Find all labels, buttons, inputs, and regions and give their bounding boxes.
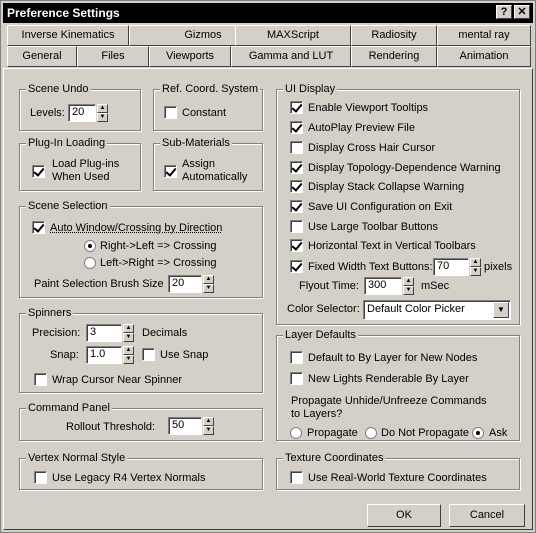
- topology-warning-checkbox[interactable]: [290, 161, 303, 174]
- assign-label-line2: Automatically: [182, 171, 248, 183]
- ask-radio[interactable]: [472, 427, 484, 439]
- rollout-threshold-input[interactable]: 50: [168, 417, 202, 435]
- dropdown-arrow-icon[interactable]: ▼: [493, 302, 509, 318]
- auto-window-crossing-checkbox[interactable]: [32, 221, 45, 234]
- texture-coordinates-group: [276, 452, 520, 490]
- do-not-propagate-radio[interactable]: [365, 427, 377, 439]
- stack-collapse-warning-label: Display Stack Collapse Warning: [308, 181, 465, 193]
- flyout-time-unit-label: mSec: [421, 280, 450, 292]
- ui-display-group: [276, 83, 520, 325]
- plugin-loading-group: [19, 137, 141, 191]
- paint-brush-size-label: Paint Selection Brush Size: [34, 278, 164, 290]
- viewport-tooltips-label: Enable Viewport Tooltips: [308, 102, 429, 114]
- fixed-width-unit-label: pixels: [484, 261, 513, 273]
- save-ui-config-label: Save UI Configuration on Exit: [308, 201, 453, 213]
- rollout-threshold-spinner-arrows[interactable]: [203, 417, 214, 435]
- topology-warning-label: Display Topology-Dependence Warning: [308, 162, 501, 174]
- spinners-group: [19, 307, 263, 393]
- new-lights-renderable-checkbox[interactable]: [290, 372, 303, 385]
- left-right-crossing-radio[interactable]: [84, 257, 96, 269]
- fixed-width-buttons-label: Fixed Width Text Buttons:: [308, 261, 433, 273]
- spinner-down-icon[interactable]: ▼: [470, 267, 481, 276]
- ui-display-title: UI Display: [285, 83, 336, 95]
- help-button[interactable]: ?: [496, 5, 512, 19]
- use-snap-checkbox[interactable]: [142, 348, 155, 361]
- constant-checkbox[interactable]: [164, 106, 177, 119]
- do-not-propagate-label: Do Not Propagate: [381, 427, 470, 439]
- cross-hair-cursor-label: Display Cross Hair Cursor: [308, 142, 436, 154]
- load-plugins-checkbox[interactable]: [32, 165, 45, 178]
- load-plugins-label-line1: Load Plug-ins: [52, 158, 120, 170]
- propagate-radio[interactable]: [290, 427, 302, 439]
- spinner-up-icon[interactable]: ▲: [203, 275, 214, 284]
- propagate-question-line2: to Layers?: [291, 408, 343, 420]
- propagate-label: Propagate: [307, 427, 358, 439]
- spinner-up-icon[interactable]: ▲: [203, 417, 214, 426]
- rollout-threshold-label: Rollout Threshold:: [66, 421, 156, 433]
- close-button[interactable]: ✕: [514, 5, 530, 19]
- layer-defaults-title: Layer Defaults: [285, 329, 356, 341]
- color-selector-value: Default Color Picker: [367, 303, 465, 315]
- levels-spinner-arrows[interactable]: [97, 104, 108, 122]
- assign-automatically-checkbox[interactable]: [164, 165, 177, 178]
- paint-brush-spinner-arrows[interactable]: [203, 275, 214, 293]
- legacy-r4-normals-label: Use Legacy R4 Vertex Normals: [52, 472, 206, 484]
- spinner-up-icon[interactable]: ▲: [470, 258, 481, 267]
- tab-animation[interactable]: Animation: [437, 46, 531, 67]
- default-by-layer-label: Default to By Layer for New Nodes: [308, 352, 478, 364]
- ok-button[interactable]: OK: [367, 504, 441, 527]
- precision-label: Precision:: [32, 327, 81, 339]
- flyout-time-input[interactable]: 300: [364, 277, 402, 295]
- right-left-crossing-radio[interactable]: [84, 240, 96, 252]
- precision-spinner-arrows[interactable]: [123, 324, 134, 342]
- spinner-up-icon[interactable]: ▲: [97, 104, 108, 113]
- tab-gamma-and-lut[interactable]: Gamma and LUT: [231, 46, 351, 67]
- save-ui-config-checkbox[interactable]: [290, 200, 303, 213]
- spinner-up-icon[interactable]: ▲: [123, 346, 134, 355]
- tab-mental-ray[interactable]: mental ray: [437, 25, 531, 46]
- fixed-width-spinner-arrows[interactable]: [470, 258, 481, 276]
- tab-general[interactable]: General: [7, 46, 77, 67]
- sub-materials-title: Sub-Materials: [162, 137, 230, 149]
- precision-input[interactable]: 3: [86, 324, 122, 342]
- color-selector-label: Color Selector:: [287, 303, 360, 315]
- flyout-time-spinner-arrows[interactable]: [403, 277, 414, 295]
- vertex-normal-style-title: Vertex Normal Style: [28, 452, 126, 464]
- spinner-down-icon[interactable]: ▼: [97, 113, 108, 122]
- levels-input[interactable]: 20: [68, 104, 96, 122]
- auto-window-crossing-label: Auto Window/Crossing by Direction: [50, 222, 223, 234]
- tab-inverse-kinematics[interactable]: Inverse Kinematics: [7, 25, 129, 46]
- large-toolbar-buttons-checkbox[interactable]: [290, 220, 303, 233]
- scene-undo-group: [19, 83, 141, 131]
- flyout-time-label: Flyout Time:: [299, 280, 359, 292]
- color-selector-dropdown[interactable]: [363, 300, 511, 320]
- tab-radiosity[interactable]: Radiosity: [351, 25, 437, 46]
- layer-defaults-group: [276, 329, 520, 441]
- plugin-loading-title: Plug-In Loading: [28, 137, 106, 149]
- sub-materials-group: [153, 137, 263, 191]
- paint-brush-size-input[interactable]: 20: [168, 275, 202, 293]
- horizontal-text-checkbox[interactable]: [290, 239, 303, 252]
- spinner-down-icon[interactable]: ▼: [123, 355, 134, 364]
- tab-viewports[interactable]: Viewports: [149, 46, 231, 67]
- wrap-cursor-checkbox[interactable]: [34, 373, 47, 386]
- window-title: Preference Settings: [7, 6, 120, 20]
- vertex-normal-style-group: [19, 452, 263, 490]
- default-by-layer-checkbox[interactable]: [290, 351, 303, 364]
- autoplay-preview-checkbox[interactable]: [290, 121, 303, 134]
- title-bar[interactable]: [3, 3, 533, 23]
- horizontal-text-label: Horizontal Text in Vertical Toolbars: [308, 240, 476, 252]
- new-lights-renderable-label: New Lights Renderable By Layer: [308, 373, 469, 385]
- command-panel-title: Command Panel: [28, 402, 110, 414]
- spinner-down-icon[interactable]: ▼: [123, 333, 134, 342]
- legacy-r4-normals-checkbox[interactable]: [34, 471, 47, 484]
- snap-label: Snap:: [50, 349, 79, 361]
- right-left-crossing-label: Right->Left => Crossing: [100, 240, 217, 252]
- viewport-tooltips-checkbox[interactable]: [290, 101, 303, 114]
- stack-collapse-warning-checkbox[interactable]: [290, 180, 303, 193]
- snap-spinner-arrows[interactable]: [123, 346, 134, 364]
- use-snap-label: Use Snap: [160, 349, 209, 361]
- fixed-width-buttons-checkbox[interactable]: [290, 260, 303, 273]
- tab-files[interactable]: Files: [77, 46, 149, 67]
- scene-undo-title: Scene Undo: [28, 83, 89, 95]
- assign-label-line1: Assign: [182, 158, 216, 170]
- spinner-down-icon[interactable]: ▼: [203, 426, 214, 435]
- scene-selection-title: Scene Selection: [28, 200, 108, 212]
- ref-coord-system-group: [153, 83, 263, 131]
- autoplay-preview-label: AutoPlay Preview File: [308, 122, 415, 134]
- constant-label: Constant: [182, 107, 227, 119]
- propagate-question-line1: Propagate Unhide/Unfreeze Commands: [291, 395, 487, 407]
- scene-selection-group: [19, 200, 263, 298]
- spinner-up-icon[interactable]: ▲: [403, 277, 414, 286]
- cross-hair-cursor-checkbox[interactable]: [290, 141, 303, 154]
- texture-coordinates-title: Texture Coordinates: [285, 452, 384, 464]
- command-panel-group: [19, 402, 263, 441]
- levels-label: Levels:: [30, 107, 65, 119]
- tab-maxscript[interactable]: MAXScript: [235, 25, 351, 46]
- spinner-down-icon[interactable]: ▼: [403, 286, 414, 295]
- cancel-button[interactable]: Cancel: [449, 504, 525, 527]
- spinner-up-icon[interactable]: ▲: [123, 324, 134, 333]
- decimals-label: Decimals: [142, 327, 188, 339]
- snap-input[interactable]: 1.0: [86, 346, 122, 364]
- large-toolbar-buttons-label: Use Large Toolbar Buttons: [308, 221, 439, 233]
- real-world-texture-checkbox[interactable]: [290, 471, 303, 484]
- spinner-down-icon[interactable]: ▼: [203, 284, 214, 293]
- wrap-cursor-label: Wrap Cursor Near Spinner: [52, 374, 183, 386]
- real-world-texture-label: Use Real-World Texture Coordinates: [308, 472, 487, 484]
- ask-label: Ask: [489, 427, 508, 439]
- left-right-crossing-label: Left->Right => Crossing: [100, 257, 217, 269]
- spinners-title: Spinners: [28, 307, 72, 319]
- tab-gizmos[interactable]: Gizmos: [129, 25, 277, 46]
- load-plugins-label-line2: When Used: [52, 171, 110, 183]
- ref-coord-system-title: Ref. Coord. System: [162, 83, 258, 95]
- fixed-width-input[interactable]: 70: [433, 258, 469, 276]
- tab-rendering[interactable]: Rendering: [351, 46, 437, 67]
